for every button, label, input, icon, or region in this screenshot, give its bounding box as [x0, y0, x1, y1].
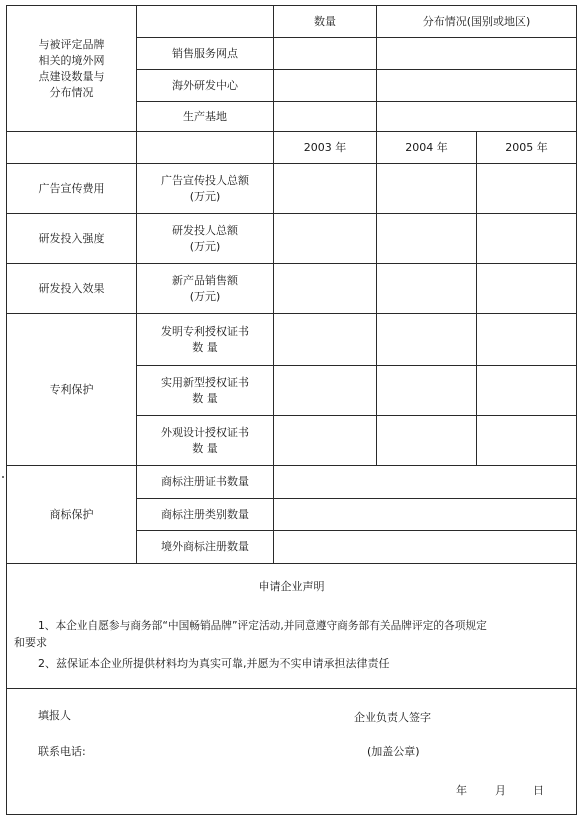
row-label-overseas-rd: 海外研发中心 [172, 78, 238, 92]
phone-label: 联系电话: [38, 745, 86, 758]
item-design-patent: 外观设计授权证书 数 量 [161, 425, 249, 455]
grid-line [476, 131, 477, 465]
header-count: 数量 [314, 14, 336, 28]
table-border-right [576, 5, 577, 815]
declaration-clause-1-continued: 和要求 [14, 636, 47, 649]
item-trademark-classes: 商标注册类别数量 [161, 507, 249, 521]
category-ad-spend: 广告宣传费用 [38, 181, 105, 195]
date-day: 日 [533, 784, 544, 797]
item-new-product-sales: 新产品销售额 (万元) [172, 273, 238, 303]
item-ad-total: 广告宣传投人总额 (万元) [161, 173, 249, 203]
declaration-clause-1: 1、本企业自愿参与商务部“中国畅销品牌”评定活动,并同意遵守商务部有关品牌评定的各项规定 [38, 619, 487, 632]
row-label-production-base: 生产基地 [183, 109, 227, 123]
category-rd-effect: 研发投入效果 [38, 281, 105, 295]
header-distribution: 分布情况(国别或地区) [422, 14, 531, 28]
grid-line [6, 563, 577, 564]
grid-line [376, 131, 377, 465]
date-year: 年 [456, 784, 467, 797]
grid-line [273, 131, 274, 465]
seal-label: (加盖公章) [367, 745, 420, 758]
table-border-bottom [6, 814, 577, 815]
item-utility-model: 实用新型授权证书 数 量 [161, 375, 249, 405]
filler-label: 填报人 [38, 709, 71, 722]
year-header-2005: 2005 年 [505, 140, 548, 154]
year-header-2004: 2004 年 [405, 140, 448, 154]
grid-line [273, 465, 274, 563]
year-header-2003: 2003 年 [303, 140, 347, 154]
signer-label: 企业负责人签字 [354, 711, 431, 724]
category-patent: 专利保护 [49, 382, 94, 396]
date-month: 月 [495, 784, 506, 797]
item-rd-total: 研发投人总额 (万元) [172, 223, 238, 253]
category-rd-intensity: 研发投入强度 [38, 231, 105, 245]
category-trademark: 商标保护 [49, 507, 94, 521]
scan-mark [2, 476, 4, 478]
item-trademark-certs: 商标注册证书数量 [161, 475, 249, 488]
overseas-network-label: 与被评定品牌 相关的境外网 点建设数量与 分布情况 [38, 37, 105, 99]
declaration-title: 申请企业声明 [258, 580, 325, 593]
grid-line [6, 688, 577, 689]
item-invention-patent: 发明专利授权证书 数 量 [161, 324, 249, 354]
declaration-clause-2: 2、兹保证本企业所提供材料均为真实可靠,并愿为不实申请承担法律责任 [38, 657, 390, 670]
row-label-sales-network: 销售服务网点 [172, 46, 238, 60]
item-overseas-trademarks: 境外商标注册数量 [161, 540, 249, 553]
